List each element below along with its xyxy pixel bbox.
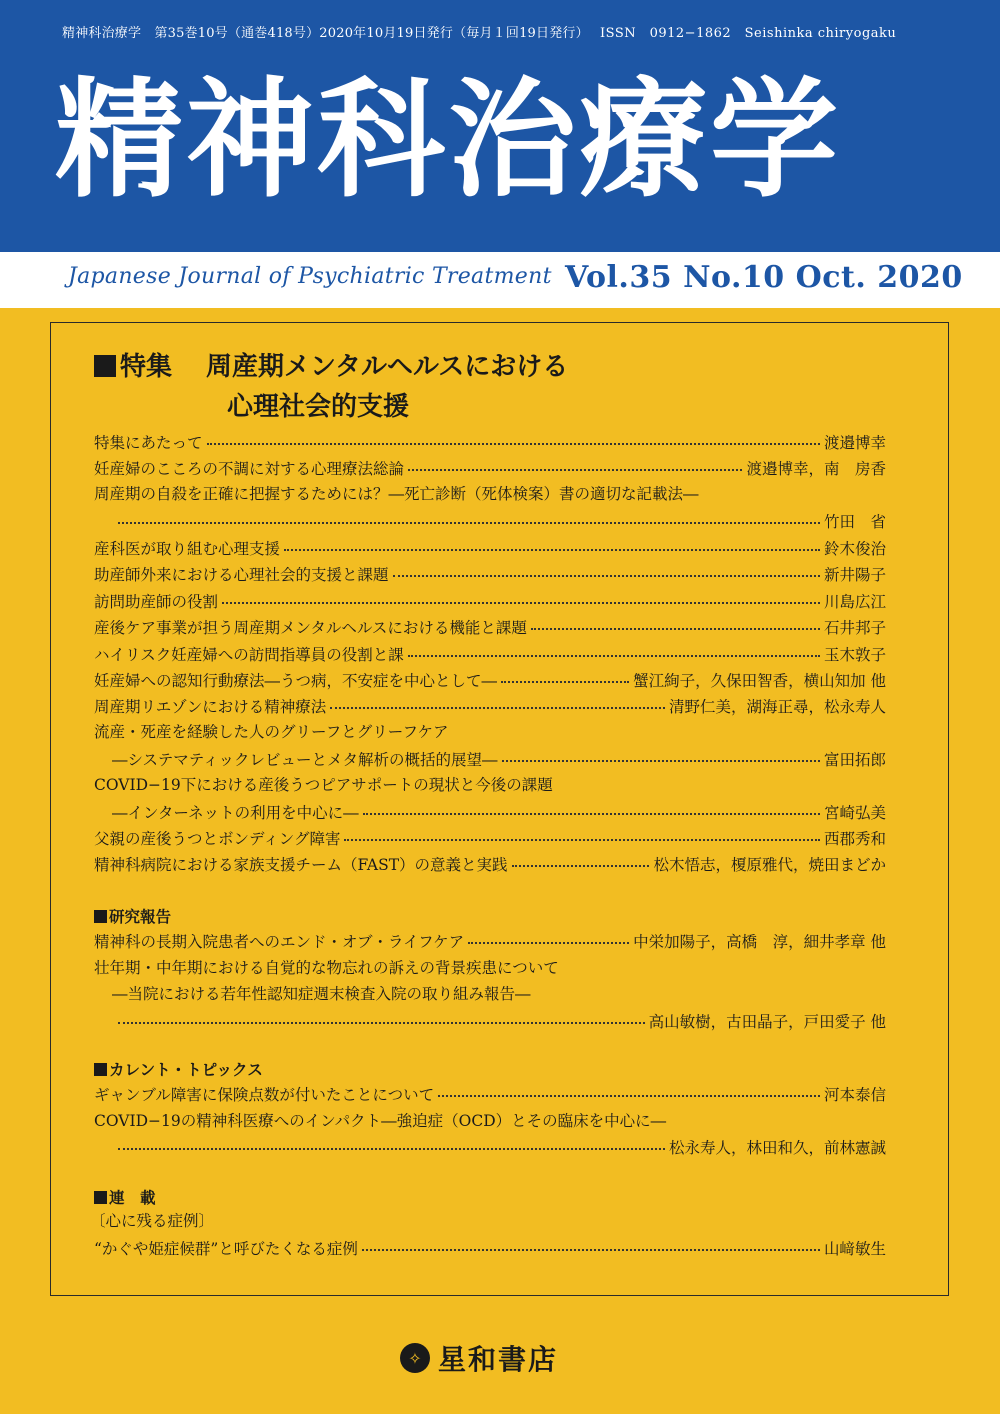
square-bullet-icon [94, 1063, 107, 1076]
toc-entry[interactable]: COVID−19下における産後うつピアサポートの現状と今後の課題 [94, 776, 553, 794]
issn-info: ISSN 0912−1862 Seishinka chiryogaku [600, 26, 897, 41]
toc-entry[interactable]: ―システマティックレビューとメタ解析の概括的展望― 富田拓郎 [112, 751, 886, 769]
toc-entry[interactable]: ハイリスク妊産婦への訪問指導員の役割と課 玉木敦子 [94, 646, 886, 664]
toc-entry[interactable]: 壮年期・中年期における自覚的な物忘れの訴えの背景疾患について [94, 959, 559, 977]
toc-entry[interactable]: 周産期リエゾンにおける精神療法 清野仁美，湖海正尋，松永寿人 [94, 698, 886, 716]
square-bullet-icon [94, 1191, 107, 1204]
toc-entry[interactable]: 流産・死産を経験した人のグリーフとグリーフケア [94, 723, 449, 741]
volume-number: Vol.35 No.10 Oct. 2020 [565, 260, 963, 295]
toc-entry[interactable]: “かぐや姫症候群”と呼びたくなる症例 山﨑敏生 [94, 1240, 886, 1258]
publisher [400, 1338, 558, 1378]
title-band [0, 0, 1000, 252]
research-heading: 研究報告 [94, 905, 171, 927]
toc-entry[interactable]: 産科医が取り組む心理支援 鈴木俊治 [94, 540, 886, 558]
issue-info: 精神科治療学 第35巻10号（通巻418号）2020年10月19日発行（毎月１回19日発行） [62, 26, 589, 41]
square-bullet-icon [94, 355, 116, 377]
toc-entry[interactable]: 松永寿人，林田和久，前林憲誠 [94, 1134, 886, 1160]
journal-title: 精神科治療学 [55, 66, 842, 215]
toc-entry[interactable]: 精神科の長期入院患者へのエンド・オブ・ライフケア 中栄加陽子，高橋 淳，細井孝章 他 [94, 933, 886, 951]
english-title: Japanese Journal of Psychiatric Treatment [68, 264, 552, 289]
toc-entry[interactable]: ―インターネットの利用を中心に― 宮崎弘美 [112, 804, 886, 822]
toc-entry[interactable]: ―当院における若年性認知症週末検査入院の取り組み報告― [112, 985, 531, 1003]
topics-heading: カレント・トピックス [94, 1058, 263, 1080]
toc-entry[interactable]: 産後ケア事業が担う周産期メンタルヘルスにおける機能と課題 石井邦子 [94, 619, 886, 637]
toc-entry[interactable]: 周産期の自殺を正確に把握するためには？―死亡診断（死体検案）書の適切な記載法― [94, 485, 699, 503]
serial-heading: 連 載 [94, 1186, 156, 1208]
publisher-name: 星和書店 [438, 1343, 559, 1376]
toc-entry[interactable]: ギャンブル障害に保険点数が付いたことについて 河本泰信 [94, 1086, 886, 1104]
toc-entry[interactable]: COVID−19の精神科医療へのインパクト―強迫症（OCD）とその臨床を中心に― [94, 1112, 667, 1130]
toc-entry[interactable]: 助産師外来における心理社会的支援と課題 新井陽子 [94, 566, 886, 584]
toc-entry[interactable]: 妊産婦のこころの不調に対する心理療法総論 渡邉博幸，南 房香 [94, 460, 886, 478]
serial-subheading: 〔心に残る症例〕 [90, 1212, 215, 1230]
toc-entry[interactable]: 特集にあたって 渡邉博幸 [94, 434, 886, 452]
publisher-logo-icon: ✧ [400, 1343, 430, 1373]
toc-entry[interactable]: 妊産婦への認知行動療法―うつ病，不安症を中心として― 蟹江絢子，久保田智香，横山知加 他 [94, 672, 886, 690]
feature-heading-line2: 心理社会的支援 [227, 392, 410, 422]
toc-entry[interactable]: 訪問助産師の役割 川島広江 [94, 593, 886, 611]
toc-entry[interactable]: 高山敏樹，古田晶子，戸田愛子 他 [94, 1008, 886, 1034]
feature-heading: 特集 周産期メンタルヘルスにおける [94, 348, 568, 386]
toc-entry[interactable]: 父親の産後うつとボンディング障害 西郡秀和 [94, 830, 886, 848]
square-bullet-icon [94, 910, 107, 923]
toc-entry[interactable]: 竹田 省 [94, 508, 886, 534]
toc-entry[interactable]: 精神科病院における家族支援チーム（FAST）の意義と実践 松木悟志，榎原雅代，焼田まどか [94, 856, 886, 874]
